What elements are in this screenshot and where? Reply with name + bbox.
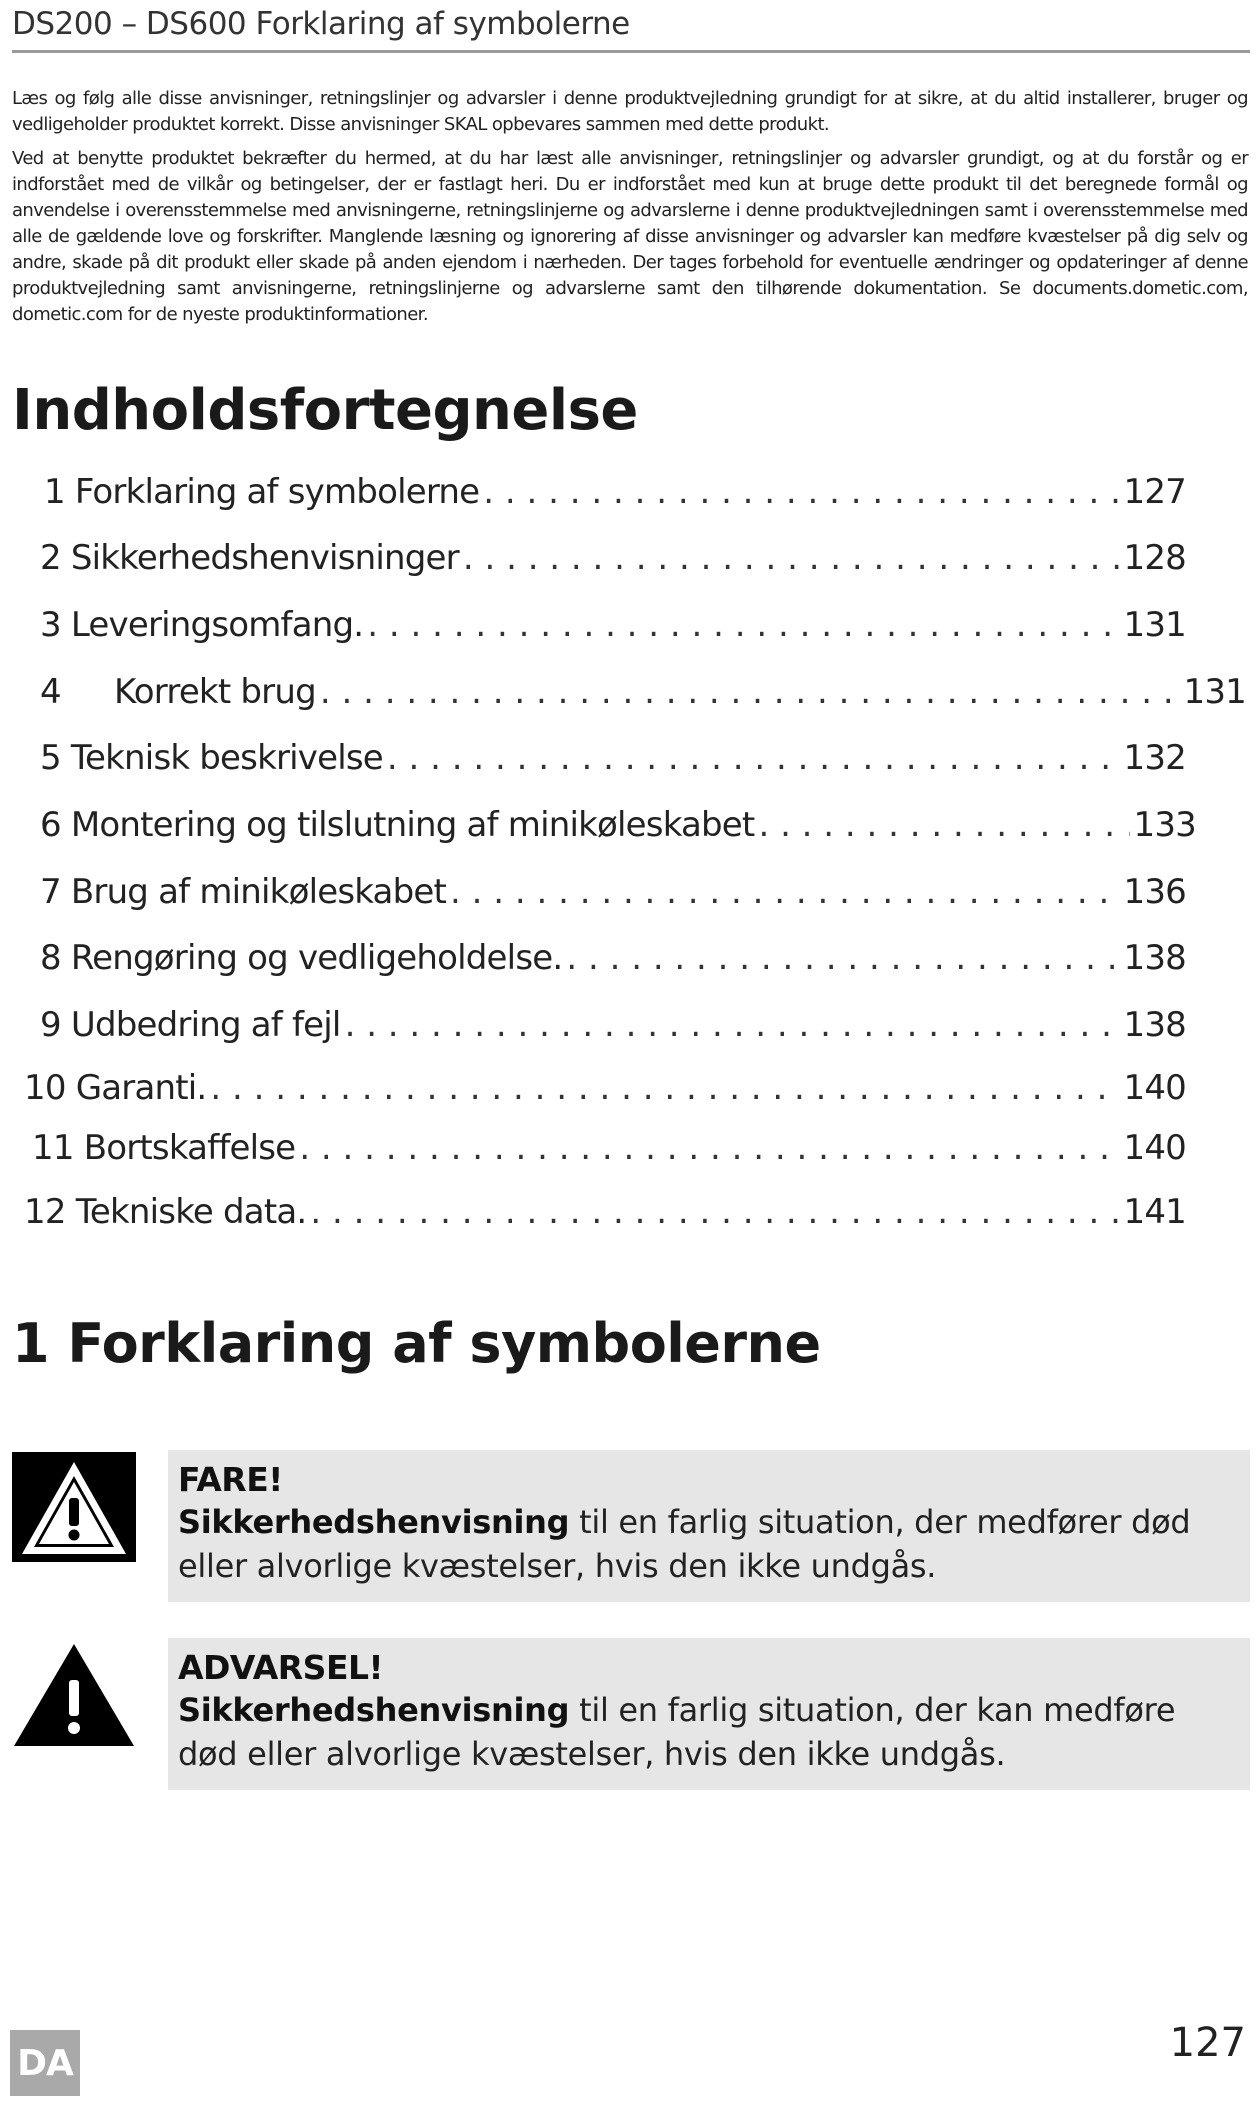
toc-entry-number: 8 bbox=[40, 938, 61, 978]
toc-entry-number: 7 bbox=[40, 872, 61, 912]
toc-entry-title: Bortskaffelse bbox=[83, 1128, 296, 1168]
toc-entry-title: Brug af minikøleskabet bbox=[70, 872, 447, 912]
toc-entry-title: Leveringsomfang. bbox=[70, 605, 364, 645]
warning-text bbox=[178, 1688, 1240, 1776]
toc-dot-leader bbox=[450, 872, 1119, 912]
toc-entry-title: Udbedring af fejl bbox=[70, 1005, 341, 1045]
toc-heading: Indholdsfortegnelse bbox=[12, 378, 638, 443]
warning-body: til en farlig situation, der kan medføre død eller alvorlige kvæstelser, hvis den ikke undgås. bbox=[178, 1691, 1176, 1773]
toc-entry-title: Tekniske data. bbox=[75, 1192, 307, 1232]
toc-entry-number: 2 bbox=[40, 538, 61, 578]
toc-entry-page: 136 bbox=[1123, 872, 1186, 912]
toc-entry-page: 140 bbox=[1123, 1068, 1186, 1108]
toc-dot-leader bbox=[345, 1005, 1120, 1045]
toc-entry-number: 1 bbox=[44, 472, 65, 512]
danger-label: FARE! bbox=[178, 1460, 283, 1499]
toc-entry-9[interactable] bbox=[40, 1005, 1186, 1049]
toc-entry-7[interactable] bbox=[40, 872, 1186, 916]
toc-entry-2[interactable] bbox=[40, 538, 1186, 582]
toc-entry-number: 12 bbox=[24, 1192, 66, 1232]
toc-entry-number: 6 bbox=[40, 805, 61, 845]
page-number: 127 bbox=[1169, 2020, 1246, 2066]
toc-dot-leader bbox=[566, 938, 1119, 978]
danger-notice bbox=[168, 1450, 1250, 1602]
toc-entry-page: 131 bbox=[1183, 672, 1246, 712]
section-1-heading: 1 Forklaring af symbolerne bbox=[12, 1312, 821, 1375]
toc-dot-leader bbox=[320, 672, 1180, 712]
toc-entry-title: Montering og tilslutning af minikøleskabet bbox=[70, 805, 755, 845]
toc-entry-title: Rengøring og vedligeholdelse. bbox=[70, 938, 563, 978]
toc-entry-1[interactable] bbox=[44, 472, 1186, 516]
toc-entry-page: 128 bbox=[1123, 538, 1186, 578]
toc-dot-leader bbox=[387, 738, 1120, 778]
toc-entry-title: Sikkerhedshenvisninger bbox=[70, 538, 459, 578]
intro-paragraph-2: Ved at benytte produktet bekræfter du hermed, at du har læst alle anvisninger, retningslinjer og advarsler grundigt, og at du forstår og er indforstået med de vilkår og betingelser, der er fastlagt heri. Du er indforstået med kun at bruge dette produkt til det beregnede formål og anvendelse i overensstemmelse med anvisningerne, retningslinjerne og advarslerne i denne produktvejledningen samt i overensstemmelse med alle de gældende love og forskrifter. Manglende læsning og ignorering af disse anvisninger og advarsler kan medføre kvæstelser på dig selv og andre, skade på dit produkt eller skade på anden ejendom i nærheden. Der tages forbehold for eventuelle ændringer og opdateringer af denne produktvejledning samt anvisningerne, retningslinjerne og advarslerne samt den tilhørende dokumentation. Se documents.dometic.com, dometic.com for de nyeste produktinformationer. bbox=[12, 148, 1248, 325]
toc-dot-leader bbox=[758, 805, 1129, 845]
toc-dot-leader bbox=[299, 1128, 1119, 1168]
toc-entry-4[interactable] bbox=[40, 672, 1246, 716]
toc-entry-number: 5 bbox=[40, 738, 61, 778]
toc-entry-page: 127 bbox=[1123, 472, 1186, 512]
warning-lead: Sikkerhedshenvisning bbox=[178, 1691, 570, 1729]
toc-entry-number: 10 bbox=[24, 1068, 66, 1108]
toc-entry-page: 132 bbox=[1123, 738, 1186, 778]
danger-lead: Sikkerhedshenvisning bbox=[178, 1503, 570, 1541]
toc-entry-8[interactable] bbox=[40, 938, 1186, 982]
toc-dot-leader bbox=[483, 472, 1119, 512]
toc-entry-page: 131 bbox=[1123, 605, 1186, 645]
toc-entry-title: Teknisk beskrivelse bbox=[70, 738, 383, 778]
intro-paragraph-1: Læs og følg alle disse anvisninger, retningslinjer og advarsler i denne produktvejledning grundigt for at sikre, at du altid installerer, bruger og vedligeholder produktet korrekt. Disse anvisninger SKAL opbevares sammen med dette produkt. bbox=[12, 88, 1248, 135]
toc-dot-leader bbox=[367, 605, 1119, 645]
toc-entry-title: Forklaring af symbolerne bbox=[74, 472, 480, 512]
toc-entry-6[interactable] bbox=[40, 805, 1196, 849]
toc-entry-10[interactable] bbox=[24, 1068, 1186, 1112]
toc-entry-page: 138 bbox=[1123, 1005, 1186, 1045]
toc-dot-leader bbox=[310, 1192, 1119, 1232]
toc-entry-number: 3 bbox=[40, 605, 61, 645]
toc-entry-12[interactable] bbox=[24, 1192, 1186, 1236]
toc-entry-number: 11 bbox=[32, 1128, 74, 1168]
toc-entry-page: 133 bbox=[1133, 805, 1196, 845]
warning-label: ADVARSEL! bbox=[178, 1648, 384, 1687]
page-header-title: DS200 – DS600 Forklaring af symbolerne bbox=[12, 6, 630, 42]
toc-entry-5[interactable] bbox=[40, 738, 1186, 782]
toc-entry-page: 140 bbox=[1123, 1128, 1186, 1168]
toc-dot-leader bbox=[210, 1068, 1119, 1108]
warning-triangle-icon bbox=[12, 1640, 136, 1750]
danger-text bbox=[178, 1500, 1240, 1588]
language-badge: DA bbox=[10, 2030, 80, 2096]
danger-warning-icon bbox=[12, 1452, 136, 1562]
toc-entry-title: Korrekt brug bbox=[114, 672, 316, 712]
header-divider bbox=[12, 50, 1250, 53]
warning-notice bbox=[168, 1638, 1250, 1790]
toc-entry-title: Garanti. bbox=[75, 1068, 207, 1108]
danger-body: til en farlig situation, der medfører død eller alvorlige kvæstelser, hvis den ikke undgås. bbox=[178, 1503, 1191, 1585]
toc-entry-page: 141 bbox=[1123, 1192, 1186, 1232]
toc-entry-11[interactable] bbox=[32, 1128, 1186, 1172]
toc-entry-3[interactable] bbox=[40, 605, 1186, 649]
toc-entry-number: 9 bbox=[40, 1005, 61, 1045]
toc-dot-leader bbox=[463, 538, 1120, 578]
toc-entry-number: 4 bbox=[40, 672, 61, 712]
toc-entry-page: 138 bbox=[1123, 938, 1186, 978]
